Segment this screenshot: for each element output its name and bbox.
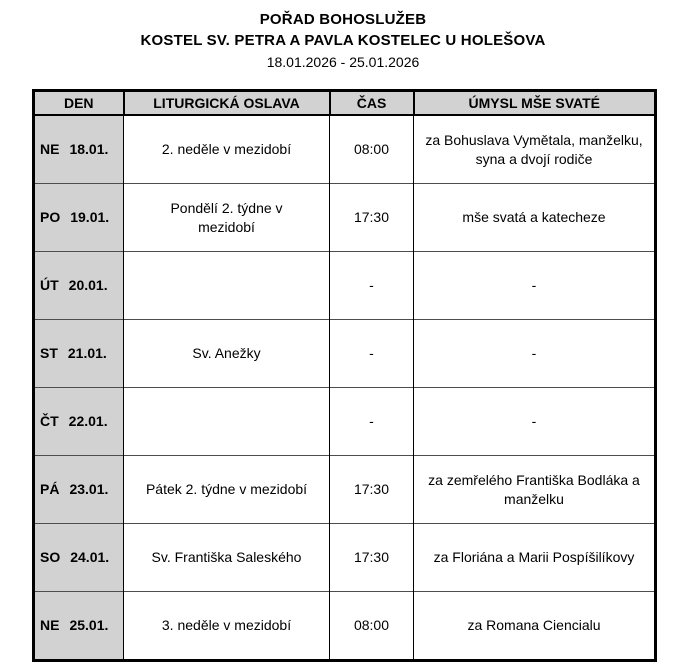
- time-cell: 17:30: [330, 184, 414, 252]
- table-row: [34, 388, 656, 456]
- table-row: [34, 524, 656, 592]
- column-header-intention: ÚMYSL MŠE SVATÉ: [414, 91, 656, 116]
- celebration-cell: Pondělí 2. týdne v mezidobí: [124, 184, 330, 252]
- day-cell: [34, 456, 124, 524]
- day-cell: [34, 252, 124, 320]
- day-date: 21.01.: [67, 345, 107, 361]
- intention-cell: -: [414, 388, 656, 456]
- celebration-cell: Pátek 2. týdne v mezidobí: [124, 456, 330, 524]
- table-row: [34, 184, 656, 252]
- time-cell: 08:00: [330, 115, 414, 184]
- document-header: [0, 0, 686, 72]
- celebration-cell: 3. neděle v mezidobí: [124, 592, 330, 661]
- day-cell: [34, 592, 124, 661]
- table-row: [34, 592, 656, 661]
- day-cell: [34, 524, 124, 592]
- time-cell: 08:00: [330, 592, 414, 661]
- table-row: [34, 320, 656, 388]
- intention-cell: za zemřelého Františka Bodláka a manželku: [414, 456, 656, 524]
- table-header-row: [34, 91, 656, 116]
- day-abbrev: NE: [40, 141, 60, 157]
- day-cell: [34, 184, 124, 252]
- day-date: 20.01.: [68, 277, 108, 293]
- table-row: [34, 456, 656, 524]
- column-header-day: DEN: [34, 91, 124, 116]
- intention-cell: za Floriána a Marii Pospíšilíkovy: [414, 524, 656, 592]
- intention-cell: -: [414, 320, 656, 388]
- celebration-cell: Sv. Anežky: [124, 320, 330, 388]
- day-abbrev: PÁ: [40, 481, 60, 497]
- day-abbrev: PO: [40, 209, 61, 225]
- day-abbrev: NE: [40, 617, 60, 633]
- table-row: [34, 252, 656, 320]
- column-header-celebration: LITURGICKÁ OSLAVA: [124, 91, 330, 116]
- time-cell: -: [330, 320, 414, 388]
- day-abbrev: ST: [40, 345, 58, 361]
- day-date: 24.01.: [70, 549, 110, 565]
- day-abbrev: ÚT: [40, 277, 59, 293]
- day-date: 25.01.: [69, 617, 109, 633]
- celebration-cell: [124, 388, 330, 456]
- day-cell: [34, 388, 124, 456]
- day-cell: [34, 320, 124, 388]
- intention-cell: -: [414, 252, 656, 320]
- time-cell: 17:30: [330, 456, 414, 524]
- time-cell: -: [330, 252, 414, 320]
- day-date: 18.01.: [69, 141, 109, 157]
- day-abbrev: SO: [40, 549, 61, 565]
- church-name: KOSTEL SV. PETRA A PAVLA KOSTELEC U HOLEŠOVA: [140, 32, 546, 49]
- table-row: [34, 115, 656, 184]
- page-title: POŘAD BOHOSLUŽEB: [259, 11, 427, 28]
- day-abbrev: ČT: [40, 413, 59, 429]
- intention-cell: za Bohuslava Vymětala, manželku, syna a dvojí rodiče: [414, 115, 656, 184]
- time-cell: -: [330, 388, 414, 456]
- column-header-time: ČAS: [330, 91, 414, 116]
- day-cell: [34, 115, 124, 184]
- day-date: 23.01.: [69, 481, 109, 497]
- date-range: 18.01.2026 - 25.01.2026: [266, 54, 420, 70]
- day-date: 22.01.: [68, 413, 108, 429]
- time-cell: 17:30: [330, 524, 414, 592]
- intention-cell: mše svatá a katecheze: [414, 184, 656, 252]
- celebration-cell: 2. neděle v mezidobí: [124, 115, 330, 184]
- intention-cell: za Romana Ciencialu: [414, 592, 656, 661]
- celebration-cell: [124, 252, 330, 320]
- schedule-table: [32, 89, 657, 662]
- celebration-cell: Sv. Františka Saleského: [124, 524, 330, 592]
- day-date: 19.01.: [70, 209, 110, 225]
